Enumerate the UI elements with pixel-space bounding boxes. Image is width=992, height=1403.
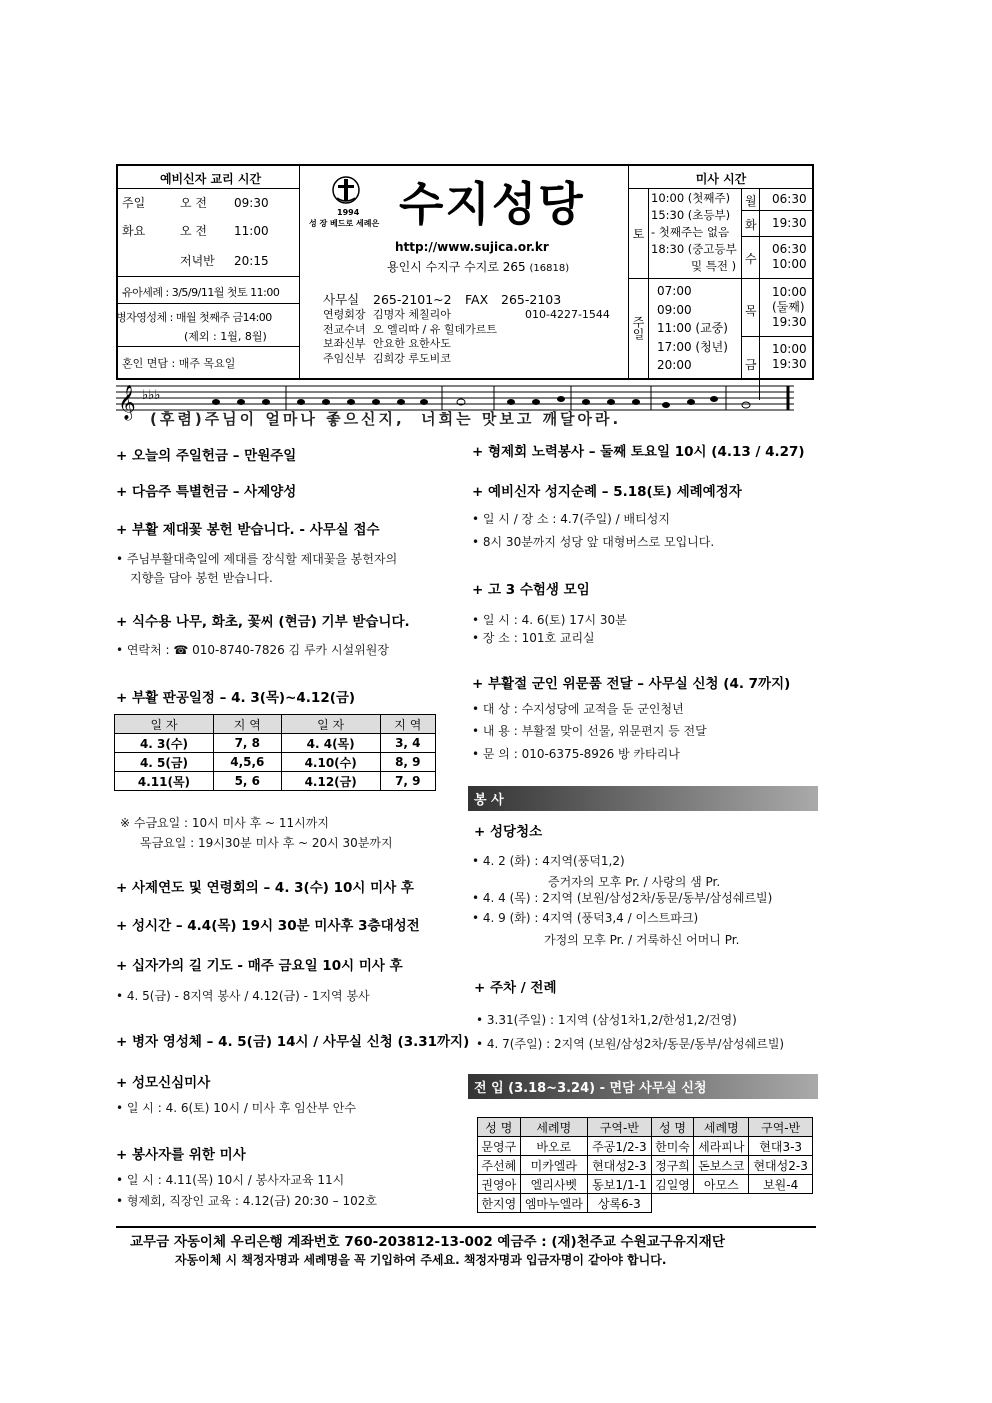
stations-of-cross: + 십자가의 길 기도 - 매주 금요일 10시 미사 후	[116, 958, 403, 974]
church-cleaning: + 성당청소	[474, 824, 543, 840]
mass-schedule-panel	[628, 166, 812, 378]
volunteer-mass: + 봉사자를 위한 미사	[116, 1147, 246, 1163]
sick-communion: 병자영성체 : 매월 첫째주 금14:00	[116, 311, 272, 324]
altar-flower-notice: + 부활 제대꽃 봉헌 받습니다. - 사무실 접수	[116, 522, 380, 538]
parish-title: 수지성당	[399, 177, 585, 231]
transfer-table	[477, 1117, 813, 1213]
saturday-times: 10:00 (첫째주) 15:30 (초등부) - 첫째주는 없음 18:30 (중고등부 및 특전 )	[651, 191, 737, 273]
auto-transfer-info: 교무금 자동이체 우리은행 계좌번호 760-203812-13-002 예금주 : (재)천주교 수원교구유지재단	[130, 1234, 725, 1250]
next-special-offering: + 다음주 특별헌금 – 사제양성	[116, 484, 297, 500]
infant-baptism: 유아세례 : 3/5/9/11월 첫토 11:00	[122, 286, 280, 299]
office-contact: 사무실 265-2101~2 FAX 265-2103	[323, 292, 562, 307]
military-gift: + 부활절 군인 위문품 전달 – 사무실 신청 (4. 7까지)	[472, 676, 791, 692]
logo-year: 1994	[337, 208, 360, 217]
table-row: 한지영 엠마누엘라 상록6-3	[478, 1194, 813, 1213]
table-header: 성 명 세례명 구역-반 성 명 세례명 구역-반	[478, 1118, 813, 1137]
parish-logo-icon	[331, 174, 361, 208]
confession-table	[114, 714, 436, 791]
table-row: 주선혜 미카엘라 현대성2-3 정구희 돈보스코 현대성2-3	[478, 1156, 813, 1175]
sick-communion-note: (제외 : 1월, 8월)	[184, 330, 267, 343]
table-row: 4. 3(수) 7, 8 4. 4(목) 3, 4	[115, 734, 436, 753]
table-row: 권영아 엘리사벳 동보1/1-1 김일영 아모스 보원-4	[478, 1175, 813, 1194]
labor-service: + 형제회 노력봉사 – 둘째 토요일 10시 (4.13 / 4.27)	[472, 444, 805, 460]
psalm-lyrics: (후렴)주님이 얼마나 좋으신지, 너희는 맛보고 깨달아라.	[150, 410, 622, 428]
confession-schedule-title: + 부활 판공일정 – 4. 3(목)~4.12(금)	[116, 690, 356, 706]
catechism-row-sunday: 주일 오 전 09:30	[122, 196, 269, 210]
logo-text: 성 장 베드로 세례은	[309, 219, 380, 228]
svg-text:♭♭♭: ♭♭♭	[142, 388, 161, 403]
table-row: 4. 5(금) 4,5,6 4.10(수) 8, 9	[115, 753, 436, 772]
staff-list	[323, 308, 610, 366]
bulletin-header	[116, 164, 814, 380]
transfer-section-bar: 전 입 (3.18~3.24) - 면담 사무실 신청	[468, 1074, 818, 1099]
donation-notice: + 식수용 나무, 화초, 꽃씨 (현금) 기부 받습니다.	[116, 614, 410, 630]
catechism-row-tuesday: 화요 오 전 11:00	[122, 224, 269, 238]
staff-row: 전교수녀 오 엘리따 / 유 힐데가르트	[323, 322, 497, 336]
parish-address: 용인시 수지구 수지로 265 (16818)	[387, 260, 570, 274]
sunday-label: 주일	[629, 278, 649, 378]
auto-transfer-note: 자동이체 시 책정자명과 세례명을 꼭 기입하여 주세요. 책정자명과 입금자명이 같아야 합니다.	[175, 1253, 667, 1267]
parish-info-panel	[301, 166, 627, 378]
table-row: 문영구 바오로 주공1/2-3 한미숙 세라피나 현대3-3	[478, 1137, 813, 1156]
sunday-times: 07:00 09:00 11:00 (교중) 17:00 (청년) 20:00	[657, 284, 728, 372]
catechism-row-evening: 저녁반 20:15	[180, 254, 269, 268]
catechism-title: 예비신자 교리 시간	[159, 172, 262, 186]
memorial-notice: + 사제연도 및 연령회의 – 4. 3(수) 10시 미사 후	[116, 880, 414, 896]
parish-url[interactable]: http://www.sujica.or.kr	[395, 240, 549, 254]
sunday-offering: + 오늘의 주일헌금 – 만원주일	[116, 448, 297, 464]
marian-mass: + 성모신심미사	[116, 1075, 211, 1091]
staff-row: 보좌신부 안요한 요한사도	[323, 337, 451, 350]
svg-text:𝄞: 𝄞	[118, 385, 136, 420]
staff-row: 주임신부 김희강 루도비코	[323, 351, 451, 365]
weekday-masses: 월 06:30 화 19:30 수 06:30 10:00 목 10:00 (둘째) 19:30 금 10:00 19:30	[741, 188, 813, 378]
mass-title: 미사 시간	[695, 172, 747, 186]
service-section-bar: 봉 사	[468, 786, 818, 811]
table-header: 일 자 지 역 일 자 지 역	[115, 715, 436, 734]
footer-divider	[116, 1226, 816, 1228]
saturday-label: 토	[629, 188, 649, 278]
parking-liturgy: + 주차 / 전례	[474, 980, 557, 996]
sick-communion-notice: + 병자 영성체 – 4. 5(금) 14시 / 사무실 신청 (3.31까지)	[116, 1034, 470, 1050]
exam-student-meeting: + 고 3 수험생 모임	[472, 582, 590, 598]
catechism-schedule-panel	[118, 166, 300, 378]
marriage-interview: 혼인 면담 : 매주 목요일	[122, 357, 236, 370]
holy-hour: + 성시간 – 4.4(목) 19시 30분 미사후 3층대성전	[116, 918, 420, 934]
staff-row: 연령회장 김명자 체칠리아 010-4227-1544	[323, 308, 610, 321]
table-row: 4.11(목) 5, 6 4.12(금) 7, 9	[115, 772, 436, 791]
pilgrimage: + 예비신자 성지순례 – 5.18(토) 세례예정자	[472, 484, 742, 500]
